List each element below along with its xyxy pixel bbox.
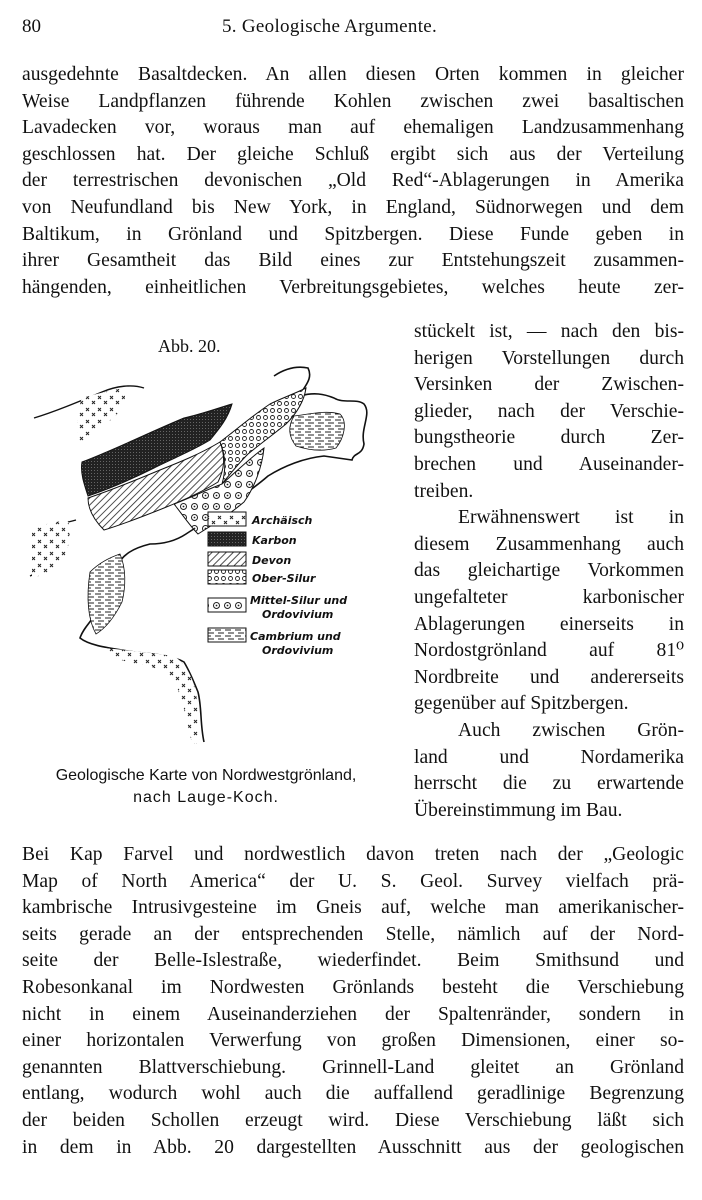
text-line: brechen und Auseinander- bbox=[414, 453, 684, 475]
legend-label-devon: Devon bbox=[252, 554, 292, 567]
archaisch-area-west bbox=[32, 520, 70, 578]
legend-swatch-cambrium bbox=[208, 628, 246, 642]
text-line: einer horizontalen Verwerfung von großen Dimensionen, einer so- bbox=[22, 1030, 684, 1052]
caption-line-1: Geologische Karte von Nordwestgrönland, bbox=[55, 767, 357, 784]
text-line: land und Nordamerika bbox=[414, 746, 684, 768]
text-line: von Neufundland bis New York, in England, Südnorwegen und dem bbox=[22, 196, 684, 218]
legend-label-karbon: Karbon bbox=[252, 534, 297, 547]
text-line: kambrische Intrusivgesteine im Gneis auf, welche man amerikanischer- bbox=[22, 897, 684, 919]
map-legend bbox=[208, 512, 347, 657]
text-line: Nordostgrönland auf 81⁰ bbox=[414, 640, 684, 662]
text-line: genannten Blattverschiebung. Grinnell-Land gleitet an Grönland bbox=[22, 1056, 684, 1078]
right-paragraph-2 bbox=[414, 505, 684, 718]
text-line: Weise Landpflanzen führende Kohlen zwischen zwei basaltischen bbox=[22, 90, 684, 112]
text-line: Ablagerungen einerseits in bbox=[414, 613, 684, 635]
text-line: Robesonkanal im Nordwesten Grönlands besteht die Verschiebung bbox=[22, 976, 684, 998]
text-line: treiben. bbox=[414, 480, 474, 502]
text-line: Erwähnenswert ist in bbox=[458, 507, 684, 529]
text-line: Bei Kap Farvel und nordwestlich davon treten nach der „Geologic bbox=[22, 844, 684, 865]
text-line: bungstheorie durch Zer- bbox=[414, 427, 684, 449]
legend-swatch-ober-silur bbox=[208, 570, 246, 584]
right-paragraph-3 bbox=[414, 718, 684, 824]
text-line: das gleichartige Vorkommen bbox=[414, 560, 684, 582]
text-line: der beiden Schollen erzeugt wird. Diese Verschiebung läßt sich bbox=[22, 1109, 684, 1131]
page-number: 80 bbox=[22, 16, 41, 37]
caption-line-2: nach Lauge-Koch. bbox=[133, 789, 279, 806]
legend-swatch-archaisch bbox=[208, 512, 246, 526]
figure-caption bbox=[16, 765, 396, 809]
text-line: seits gerade an der entsprechenden Stelle, nämlich auf der Nord- bbox=[22, 923, 684, 945]
text-line: geschlossen hat. Der gleiche Schluß ergibt sich aus der Verteilung bbox=[22, 143, 684, 165]
text-line: entlang, wodurch wohl auch die auffallend geradlinige Begrenzung bbox=[22, 1083, 684, 1105]
cambrium-area-north bbox=[290, 412, 345, 450]
right-paragraph-1 bbox=[414, 319, 684, 505]
text-line: der terrestrischen devonischen „Old Red“-Ablagerungen in Amerika bbox=[22, 170, 684, 192]
running-head: 5. Geologische Argumente. bbox=[222, 16, 438, 37]
archaisch-area-north bbox=[77, 388, 125, 448]
text-line: ihrer Gesamtheit das Bild eines zur Entstehungszeit zusammen- bbox=[22, 250, 684, 272]
bottom-paragraph bbox=[22, 842, 684, 1161]
legend-label-mittel-silur-2: Ordovivium bbox=[262, 608, 334, 621]
legend-label-archaisch: Archäisch bbox=[252, 514, 313, 527]
archaisch-area-coast bbox=[104, 648, 200, 744]
cambrium-area-south bbox=[88, 554, 125, 634]
text-line: in dem in Abb. 20 dargestellten Ausschnitt aus der geologischen bbox=[22, 1136, 684, 1158]
text-line: Nordbreite und andererseits bbox=[414, 666, 684, 688]
text-line: Auch zwischen Grön- bbox=[458, 719, 684, 741]
text-line: diesem Zusammenhang auch bbox=[414, 533, 684, 555]
geologic-map-figure bbox=[24, 358, 394, 763]
legend-label-cambrium-2: Ordovivium bbox=[262, 644, 334, 657]
text-line: Map of North America“ der U. S. Geol. Survey vielfach prä- bbox=[22, 870, 684, 892]
text-line: Übereinstimmung im Bau. bbox=[414, 799, 623, 821]
legend-swatch-mittel-silur bbox=[208, 598, 246, 612]
text-line: seite der Belle-Islestraße, wiederfindet. Beim Smithsund und bbox=[22, 950, 684, 972]
text-line: Versinken der Zwischen- bbox=[414, 374, 684, 396]
text-line: nicht in einem Auseinanderziehen der Spaltenränder, sondern in bbox=[22, 1003, 684, 1025]
legend-label-cambrium: Cambrium und bbox=[250, 630, 341, 643]
text-line: ungefalteter karbonischer bbox=[414, 586, 684, 608]
text-line: herrscht die zu erwartende bbox=[414, 773, 684, 795]
text-line: glieder, nach der Verschie- bbox=[414, 400, 684, 422]
right-column bbox=[414, 319, 684, 824]
text-line: Lavadecken vor, woraus man auf ehemaligen Landzusammenhang bbox=[22, 117, 684, 139]
text-line: Baltikum, in Grönland und Spitzbergen. Diese Funde geben in bbox=[22, 223, 684, 245]
figure-title: Abb. 20. bbox=[158, 336, 221, 356]
legend-label-ober-silur: Ober-Silur bbox=[252, 572, 316, 585]
text-line: ausgedehnte Basaltdecken. An allen diesen Orten kommen in gleicher bbox=[22, 64, 684, 85]
text-line: herigen Vorstellungen durch bbox=[414, 347, 684, 369]
legend-swatch-karbon bbox=[208, 532, 246, 546]
text-line: gegenüber auf Spitzbergen. bbox=[414, 693, 629, 715]
top-paragraph bbox=[22, 62, 684, 301]
text-line: stückelt ist, — nach den bis- bbox=[414, 321, 684, 342]
legend-swatch-devon bbox=[208, 552, 246, 566]
text-line: hängenden, einheitlichen Verbreitungsgebietes, welches heute zer- bbox=[22, 276, 684, 298]
legend-label-mittel-silur: Mittel-Silur und bbox=[250, 594, 348, 607]
